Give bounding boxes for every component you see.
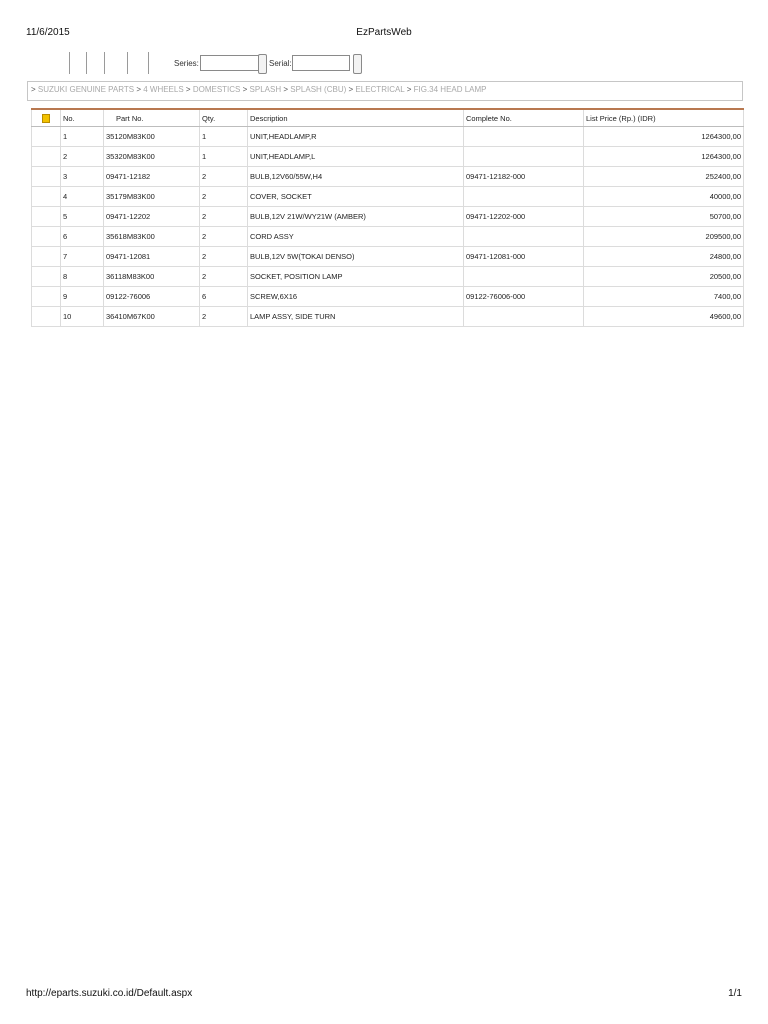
column-header-qty[interactable]: Qty. bbox=[200, 109, 248, 127]
cell-complete-no bbox=[464, 307, 584, 327]
table-row[interactable] bbox=[32, 287, 744, 307]
row-select-cell[interactable] bbox=[32, 167, 61, 187]
toolbar-separator bbox=[86, 52, 87, 74]
serial-label: Serial: bbox=[269, 59, 292, 68]
cell-part-no: 35320M83K00 bbox=[104, 147, 200, 167]
cell-part-no: 09471-12202 bbox=[104, 207, 200, 227]
cell-description: BULB,12V 21W/WY21W (AMBER) bbox=[248, 207, 464, 227]
table-row[interactable] bbox=[32, 307, 744, 327]
cell-no: 6 bbox=[61, 227, 104, 247]
select-column-header[interactable] bbox=[32, 109, 61, 127]
cell-qty: 2 bbox=[200, 227, 248, 247]
cell-part-no: 36118M83K00 bbox=[104, 267, 200, 287]
toolbar-separator bbox=[127, 52, 128, 74]
cell-qty: 6 bbox=[200, 287, 248, 307]
print-footer bbox=[26, 988, 742, 1002]
cell-no: 10 bbox=[61, 307, 104, 327]
serial-input[interactable] bbox=[292, 55, 350, 71]
parts-table-body bbox=[32, 127, 744, 327]
column-header-part-no[interactable]: Part No. bbox=[104, 109, 200, 127]
print-date: 11/6/2015 bbox=[26, 27, 70, 38]
cell-part-no: 35179M83K00 bbox=[104, 187, 200, 207]
print-title: EzPartsWeb bbox=[356, 27, 412, 38]
toolbar-separator bbox=[104, 52, 105, 74]
toolbar-separator bbox=[148, 52, 149, 74]
row-select-cell[interactable] bbox=[32, 307, 61, 327]
table-row[interactable] bbox=[32, 267, 744, 287]
row-select-cell[interactable] bbox=[32, 287, 61, 307]
row-select-cell[interactable] bbox=[32, 147, 61, 167]
series-label: Series: bbox=[174, 59, 199, 68]
breadcrumb-item[interactable]: FIG.34 HEAD LAMP bbox=[413, 85, 487, 94]
cell-part-no: 09471-12182 bbox=[104, 167, 200, 187]
note-icon bbox=[42, 114, 50, 123]
cell-list-price: 1264300,00 bbox=[584, 127, 744, 147]
cell-complete-no: 09122-76006-000 bbox=[464, 287, 584, 307]
table-row[interactable] bbox=[32, 247, 744, 267]
table-row[interactable] bbox=[32, 227, 744, 247]
cell-complete-no: 09471-12182-000 bbox=[464, 167, 584, 187]
breadcrumb-item[interactable]: 4 WHEELS bbox=[143, 85, 184, 94]
table-row[interactable] bbox=[32, 187, 744, 207]
cell-complete-no: 09471-12081-000 bbox=[464, 247, 584, 267]
cell-qty: 1 bbox=[200, 127, 248, 147]
breadcrumb-item[interactable]: SUZUKI GENUINE PARTS bbox=[37, 85, 135, 94]
column-header-list-price[interactable]: List Price (Rp.) (IDR) bbox=[584, 109, 744, 127]
cell-description: SCREW,6X16 bbox=[248, 287, 464, 307]
breadcrumb-item[interactable]: SPLASH (CBU) bbox=[290, 85, 347, 94]
cell-no: 8 bbox=[61, 267, 104, 287]
series-input[interactable] bbox=[200, 55, 266, 71]
row-select-cell[interactable] bbox=[32, 187, 61, 207]
breadcrumb-item[interactable]: SPLASH bbox=[249, 85, 282, 94]
cell-qty: 2 bbox=[200, 267, 248, 287]
cell-description: BULB,12V 5W(TOKAI DENSO) bbox=[248, 247, 464, 267]
table-header-row bbox=[32, 109, 744, 127]
cell-description: COVER, SOCKET bbox=[248, 187, 464, 207]
cell-list-price: 1264300,00 bbox=[584, 147, 744, 167]
cell-complete-no bbox=[464, 187, 584, 207]
cell-part-no: 35120M83K00 bbox=[104, 127, 200, 147]
cell-complete-no bbox=[464, 227, 584, 247]
parts-table bbox=[31, 108, 744, 327]
cell-part-no: 36410M67K00 bbox=[104, 307, 200, 327]
row-select-cell[interactable] bbox=[32, 127, 61, 147]
cell-complete-no bbox=[464, 267, 584, 287]
cell-complete-no bbox=[464, 127, 584, 147]
cell-description: LAMP ASSY, SIDE TURN bbox=[248, 307, 464, 327]
cell-part-no: 09122-76006 bbox=[104, 287, 200, 307]
cell-qty: 2 bbox=[200, 207, 248, 227]
cell-no: 5 bbox=[61, 207, 104, 227]
cell-description: UNIT,HEADLAMP,L bbox=[248, 147, 464, 167]
table-row[interactable] bbox=[32, 127, 744, 147]
cell-list-price: 24800,00 bbox=[584, 247, 744, 267]
cell-no: 4 bbox=[61, 187, 104, 207]
cell-list-price: 20500,00 bbox=[584, 267, 744, 287]
toolbar bbox=[66, 52, 386, 76]
cell-no: 2 bbox=[61, 147, 104, 167]
cell-description: UNIT,HEADLAMP,R bbox=[248, 127, 464, 147]
print-page-number: 1/1 bbox=[728, 988, 742, 999]
table-row[interactable] bbox=[32, 147, 744, 167]
breadcrumb-item[interactable]: ELECTRICAL bbox=[355, 85, 405, 94]
cell-description: SOCKET, POSITION LAMP bbox=[248, 267, 464, 287]
serial-lookup-button[interactable] bbox=[353, 54, 362, 74]
cell-list-price: 252400,00 bbox=[584, 167, 744, 187]
table-row[interactable] bbox=[32, 207, 744, 227]
cell-part-no: 09471-12081 bbox=[104, 247, 200, 267]
cell-qty: 2 bbox=[200, 167, 248, 187]
cell-no: 3 bbox=[61, 167, 104, 187]
cell-complete-no bbox=[464, 147, 584, 167]
cell-list-price: 49600,00 bbox=[584, 307, 744, 327]
cell-no: 9 bbox=[61, 287, 104, 307]
print-header bbox=[26, 27, 742, 41]
cell-list-price: 209500,00 bbox=[584, 227, 744, 247]
cell-qty: 1 bbox=[200, 147, 248, 167]
cell-qty: 2 bbox=[200, 247, 248, 267]
table-row[interactable] bbox=[32, 167, 744, 187]
cell-list-price: 40000,00 bbox=[584, 187, 744, 207]
print-url: http://eparts.suzuki.co.id/Default.aspx bbox=[26, 988, 193, 999]
cell-qty: 2 bbox=[200, 187, 248, 207]
cell-no: 1 bbox=[61, 127, 104, 147]
toolbar-separator bbox=[69, 52, 70, 74]
column-header-description[interactable]: Description bbox=[248, 109, 464, 127]
breadcrumb: > SUZUKI GENUINE PARTS > 4 WHEELS > DOMESTICS > SPLASH > SPLASH (CBU) > ELECTRICAL > FIG.34 HEAD LAMP bbox=[27, 81, 743, 101]
cell-list-price: 50700,00 bbox=[584, 207, 744, 227]
row-select-cell[interactable] bbox=[32, 207, 61, 227]
column-header-no[interactable]: No. bbox=[61, 109, 104, 127]
column-header-complete-no[interactable]: Complete No. bbox=[464, 109, 584, 127]
cell-no: 7 bbox=[61, 247, 104, 267]
cell-qty: 2 bbox=[200, 307, 248, 327]
row-select-cell[interactable] bbox=[32, 267, 61, 287]
row-select-cell[interactable] bbox=[32, 247, 61, 267]
cell-list-price: 7400,00 bbox=[584, 287, 744, 307]
cell-description: CORD ASSY bbox=[248, 227, 464, 247]
breadcrumb-item[interactable]: DOMESTICS bbox=[192, 85, 241, 94]
cell-complete-no: 09471-12202-000 bbox=[464, 207, 584, 227]
series-dropdown-button[interactable] bbox=[258, 54, 267, 74]
row-select-cell[interactable] bbox=[32, 227, 61, 247]
cell-description: BULB,12V60/55W,H4 bbox=[248, 167, 464, 187]
cell-part-no: 35618M83K00 bbox=[104, 227, 200, 247]
